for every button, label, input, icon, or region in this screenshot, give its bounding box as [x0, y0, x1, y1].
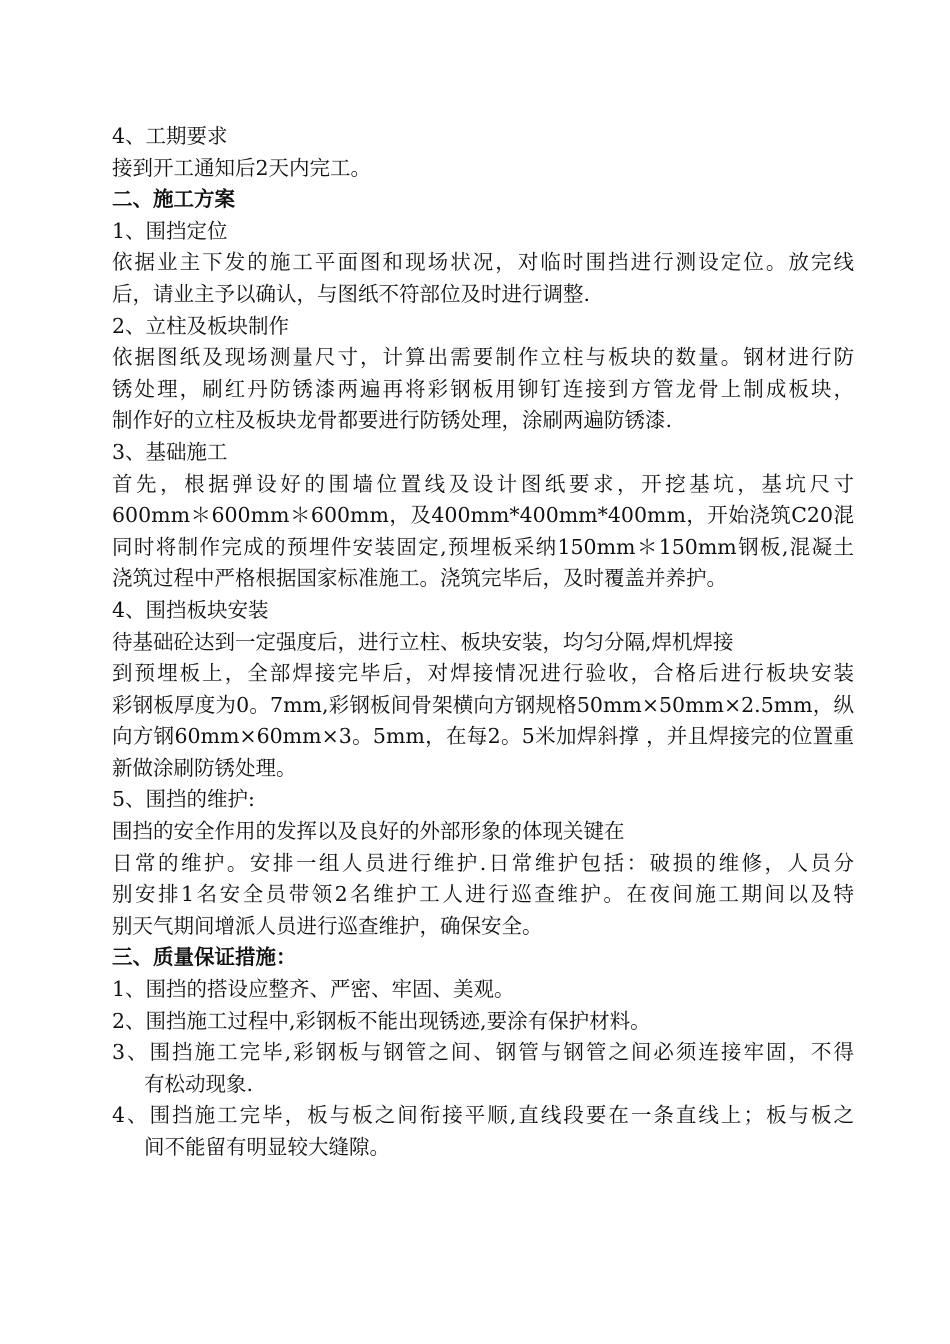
paragraph-line: 别天气期间增派人员进行巡查维护，确保安全。	[112, 913, 543, 938]
subsection-title: 3、基础施工	[112, 439, 228, 464]
paragraph-line: 依据业主下发的施工平面图和现场状况，对临时围挡进行测设定位。放完线	[112, 250, 854, 275]
paragraph-line: 围挡的安全作用的发挥以及良好的外部形象的体现关键在	[112, 819, 625, 844]
subsection-title: 2、立柱及板块制作	[112, 313, 290, 338]
paragraph-line: 日常的维护。安排一组人员进行维护.日常维护包括：破损的维修，人员分	[112, 850, 854, 875]
paragraph-line: 锈处理，刷红丹防锈漆两遍再将彩钢板用铆钉连接到方管龙骨上制成板块，	[112, 376, 854, 401]
paragraph-line: 浇筑过程中严格根据国家标准施工。浇筑完毕后，及时覆盖并养护。	[112, 566, 727, 591]
subsection-title: 4、围挡板块安装	[112, 597, 269, 622]
paragraph-line: 彩钢板厚度为0。7mm,彩钢板间骨架横向方钢规格50mm×50mm×2.5mm，纵	[112, 692, 854, 717]
list-item: 3、围挡施工完毕,彩钢板与钢管之间、钢管与钢管之间必须连接牢固，不得	[112, 1040, 854, 1065]
paragraph-line: 向方钢60mm×60mm×3。5mm，在每2。5米加焊斜撑 ，并且焊接完的位置重	[112, 724, 854, 749]
document-page	[112, 121, 854, 1164]
list-item: 1、围挡的搭设应整齐、严密、牢固、美观。	[112, 977, 515, 1002]
paragraph-line: 新做涂刷防锈处理。	[112, 755, 297, 780]
list-item-continuation: 有松动现象.	[144, 1071, 254, 1096]
paragraph-line: 制作好的立柱及板块龙骨都要进行防锈处理，涂刷两遍防锈漆.	[112, 408, 673, 433]
list-item: 4、围挡施工完毕，板与板之间衔接平顺,直线段要在一条直线上；板与板之	[112, 1103, 854, 1128]
list-item: 2、围挡施工过程中,彩钢板不能出现锈迹,要涂有保护材料。	[112, 1008, 651, 1033]
section-heading: 二、施工方案	[112, 187, 235, 212]
paragraph-line: 同时将制作完成的预埋件安装固定,预埋板采纳150mm＊150mm钢板,混凝土	[112, 534, 854, 559]
subsection-title: 4、工期要求	[112, 124, 228, 148]
paragraph-line: 别安排1名安全员带领2名维护工人进行巡查维护。在夜间施工期间以及特	[112, 882, 854, 907]
paragraph-line: 依据图纸及现场测量尺寸，计算出需要制作立柱与板块的数量。钢材进行防	[112, 345, 854, 370]
paragraph-line: 到预埋板上，全部焊接完毕后，对焊接情况进行验收，合格后进行板块安装	[112, 661, 854, 686]
list-item-continuation: 间不能留有明显较大缝隙。	[144, 1135, 390, 1159]
paragraph-line: 后，请业主予以确认，与图纸不符部位及时进行调整.	[112, 281, 591, 306]
section-heading: 三、质量保证措施：	[112, 945, 297, 970]
subsection-title: 5、围挡的维护:	[112, 787, 255, 812]
paragraph-line: 首先，根据弹设好的围墙位置线及设计图纸要求，开挖基坑，基坑尺寸	[112, 471, 854, 496]
paragraph-line: 接到开工通知后2天内完工。	[112, 155, 372, 180]
paragraph-line: 待基础砼达到一定强度后，进行立柱、板块安装，均匀分隔,焊机焊接	[112, 629, 734, 654]
subsection-title: 1、围挡定位	[112, 218, 228, 243]
paragraph-line: 600mm＊600mm＊600mm，及400mm*400mm*400mm，开始浇筑C20混	[112, 503, 854, 528]
